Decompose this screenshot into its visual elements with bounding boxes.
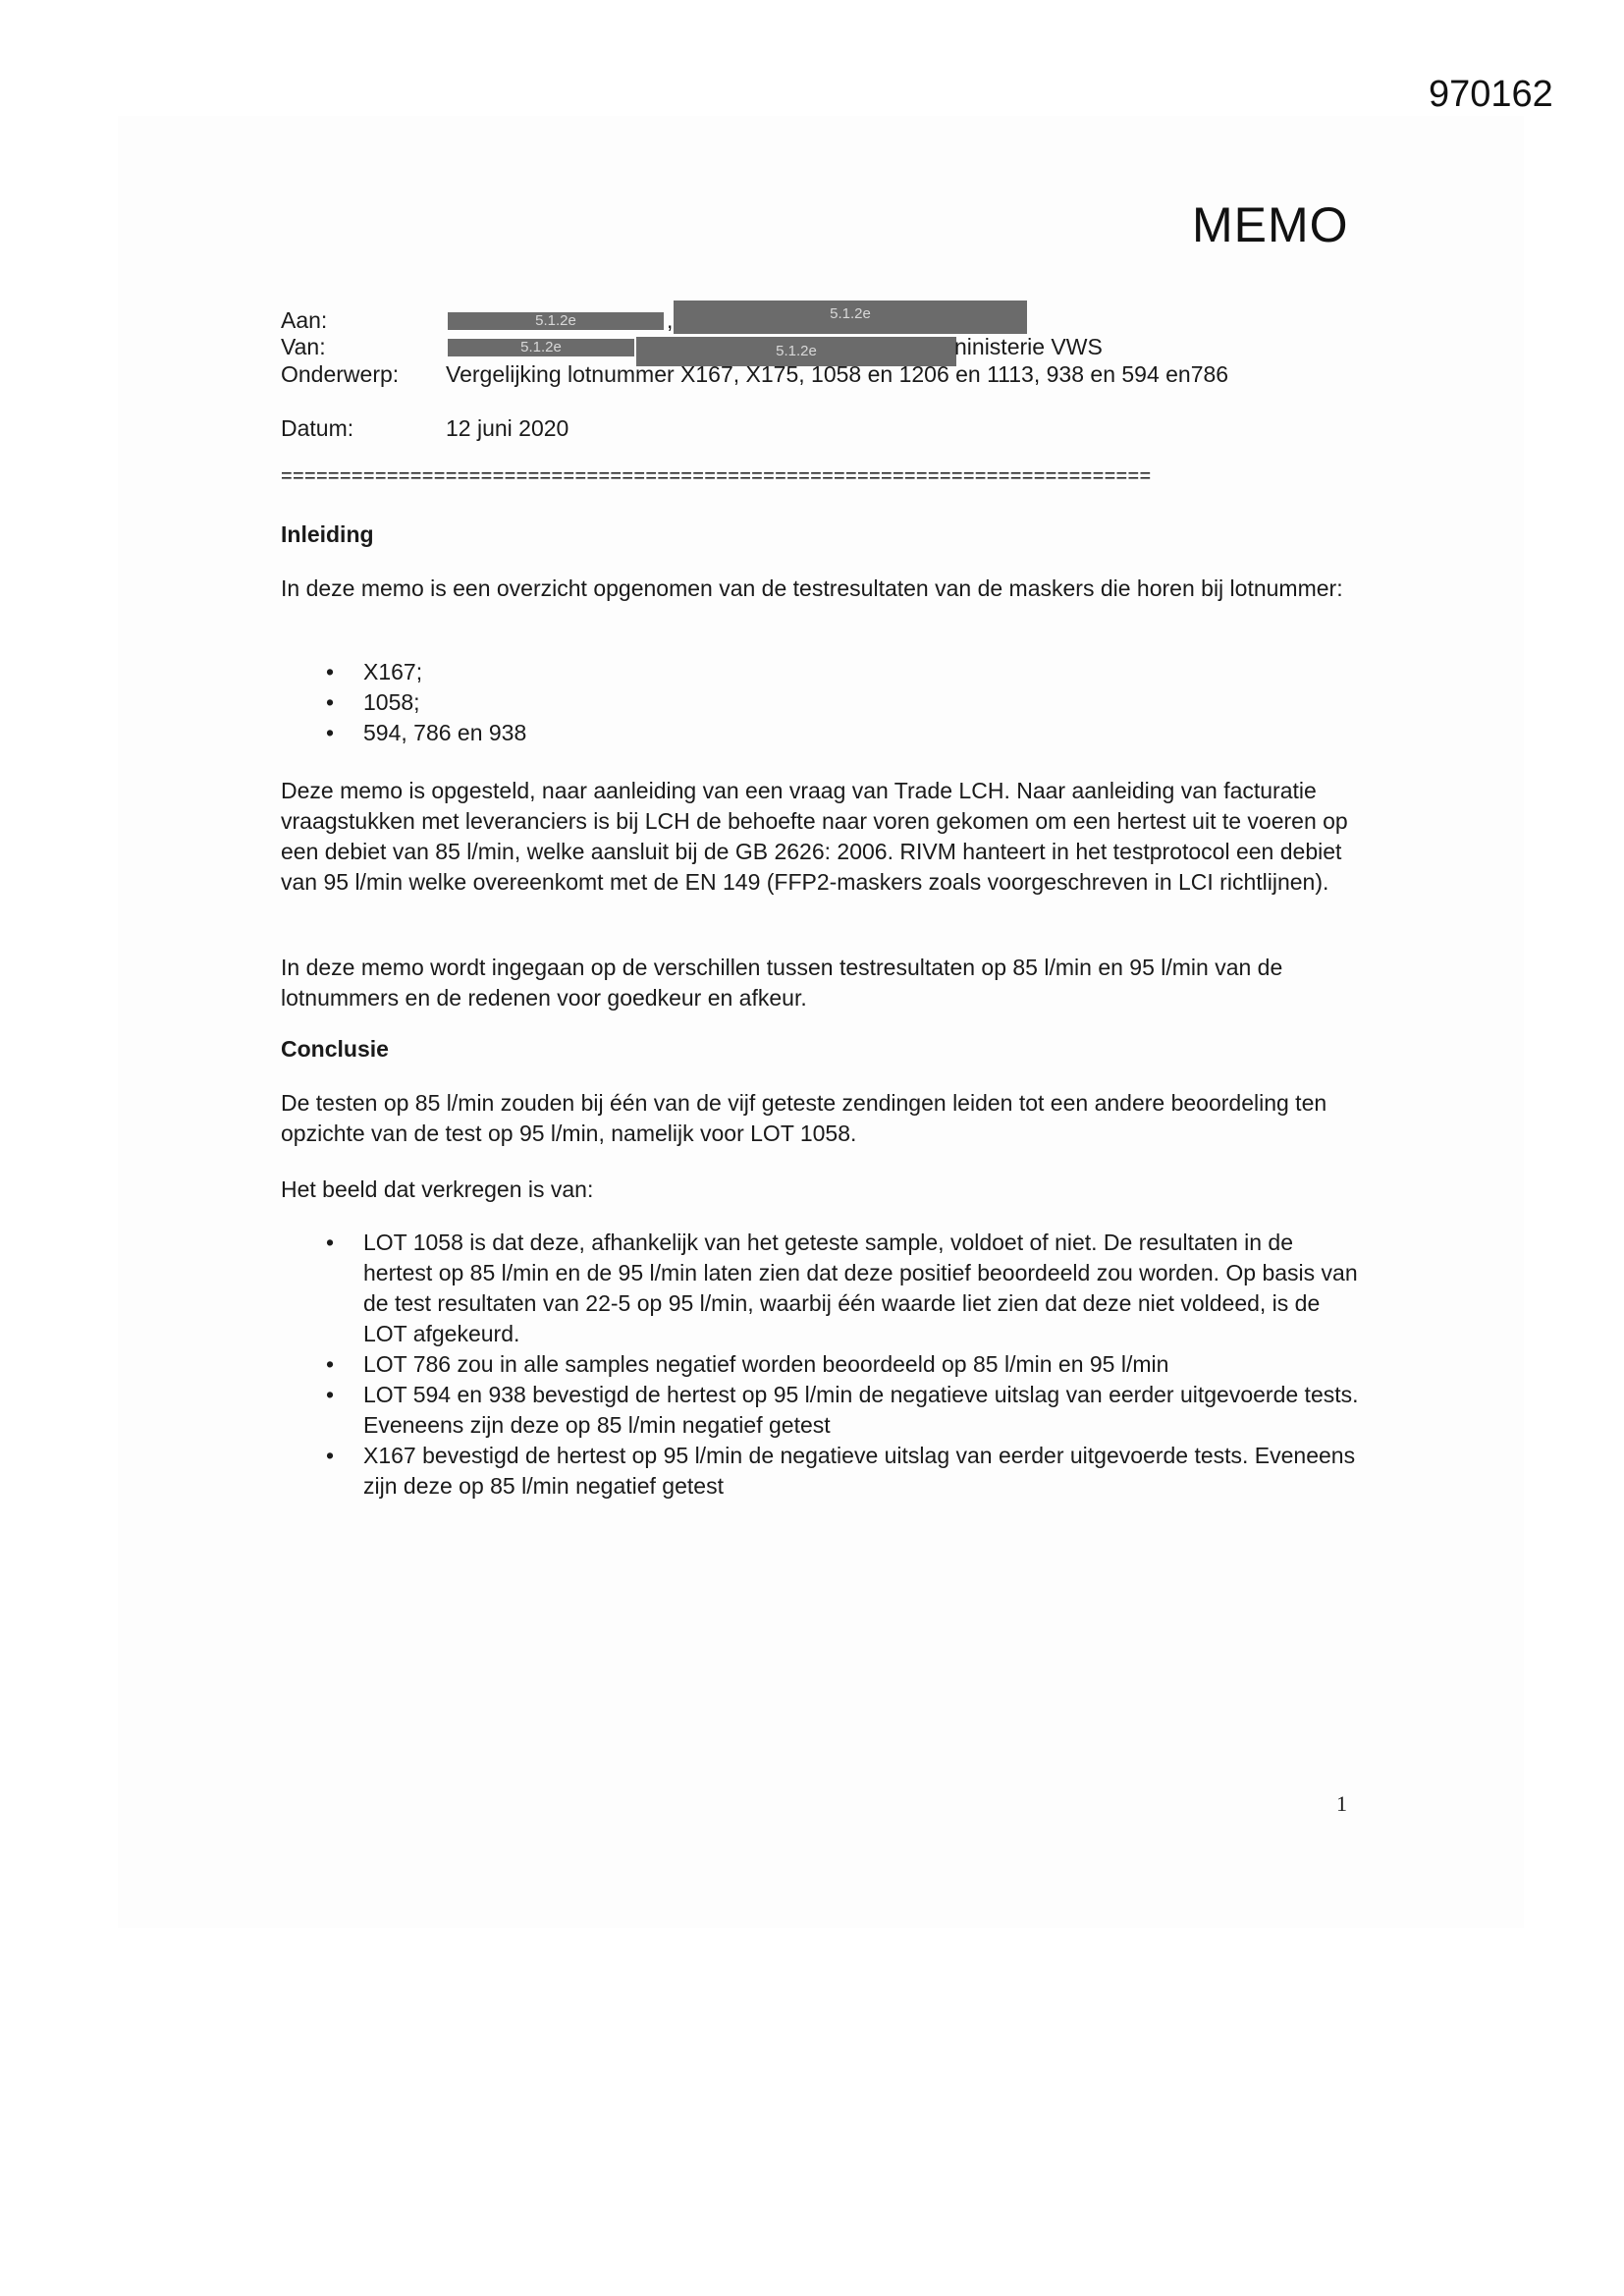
aan-label: Aan: (281, 307, 328, 333)
conclusie-item-text: LOT 594 en 938 bevestigd de hertest op 95 l/min de negatieve uitslag van eerder uitgevoerde tests. Eveneens zijn deze op 85 l/min negatief getest (363, 1382, 1359, 1438)
conclusie-paragraph-2: Het beeld dat verkregen is van: (281, 1176, 594, 1202)
onderwerp-value: Vergelijking lotnummer X167, X175, 1058 en 1206 en 1113, 938 en 594 en786 (446, 361, 1229, 387)
lot-list (281, 657, 1361, 748)
bullet-icon: • (326, 689, 335, 715)
bullet-icon: • (326, 1351, 335, 1377)
inleiding-paragraph-1: Deze memo is opgesteld, naar aanleiding van een vraag van Trade LCH. Naar aanleiding van facturatie vraagstukken met leveranciers is bij LCH de behoefte naar voren gekomen om een hertest uit te voeren op een debiet van 85 l/min, welke aansluit bij de GB 2626: 2006. RIVM hanteert in het testprotocol een debiet van 95 l/min welke overeenkomt met de EN 149 (FFP2-maskers zoals voorgeschreven in LCI richtlijnen). (281, 778, 1348, 895)
conclusie-item-text: X167 bevestigd de hertest op 95 l/min de negatieve uitslag van eerder uitgevoerde tests. Eveneens zijn deze op 85 l/min negatief getest (363, 1443, 1356, 1499)
bullet-icon: • (326, 1443, 335, 1468)
datum-value: 12 juni 2020 (446, 415, 569, 441)
conclusie-list (281, 1228, 1361, 1502)
van-label: Van: (281, 334, 326, 359)
list-item (281, 1228, 1361, 1349)
conclusie-heading: Conclusie (281, 1036, 389, 1062)
list-item (281, 1380, 1361, 1441)
list-item (281, 1441, 1361, 1502)
conclusie-item-text: LOT 786 zou in alle samples negatief worden beoordeeld op 85 l/min en 95 l/min (363, 1351, 1169, 1377)
list-item (281, 657, 1361, 687)
bullet-icon: • (326, 659, 335, 684)
van-suffix: ninisterie VWS (954, 334, 1103, 359)
inleiding-heading: Inleiding (281, 521, 374, 547)
list-item (281, 718, 1361, 748)
lot-item-text: 594, 786 en 938 (363, 720, 527, 745)
lot-item-text: 1058; (363, 689, 420, 715)
list-item (281, 687, 1361, 718)
datum-label: Datum: (281, 415, 354, 441)
onderwerp-label: Onderwerp: (281, 361, 400, 387)
bullet-icon: • (326, 1382, 335, 1407)
redaction-aan-1: 5.1.2e (448, 312, 664, 330)
inleiding-paragraph-2: In deze memo wordt ingegaan op de verschillen tussen testresultaten op 85 l/min en 95 l/min van de lotnummers en de redenen voor goedkeur en afkeur. (281, 955, 1283, 1011)
conclusie-paragraph-1: De testen op 85 l/min zouden bij één van de vijf geteste zendingen leiden tot een andere beoordeling ten opzichte van de test op 95 l/min, namelijk voor LOT 1058. (281, 1090, 1327, 1146)
separator-line: ========================================================================== (281, 465, 1152, 487)
memo-title: MEMO (1192, 197, 1349, 252)
redaction-aan-2: 5.1.2e (674, 301, 1027, 334)
redaction-van-2: 5.1.2e (636, 337, 956, 366)
document-number: 970162 (1429, 74, 1553, 115)
redaction-van-1: 5.1.2e (448, 339, 634, 356)
conclusie-item-text: LOT 1058 is dat deze, afhankelijk van het geteste sample, voldoet of niet. De resultaten in de hertest op 85 l/min en de 95 l/min laten zien dat deze positief beoordeeld zou worden. Op basis van de test resultaten van 22-5 op 95 l/min, waarbij één waarde liet zien dat deze niet voldeed, is de LOT afgekeurd. (363, 1230, 1358, 1346)
list-item (281, 1349, 1361, 1380)
bullet-icon: • (326, 720, 335, 745)
lot-item-text: X167; (363, 659, 423, 684)
aan-separator: , (667, 307, 674, 333)
inleiding-intro: In deze memo is een overzicht opgenomen van de testresultaten van de maskers die horen bij lotnummer: (281, 575, 1343, 601)
page-number: 1 (1336, 1791, 1347, 1816)
bullet-icon: • (326, 1230, 335, 1255)
